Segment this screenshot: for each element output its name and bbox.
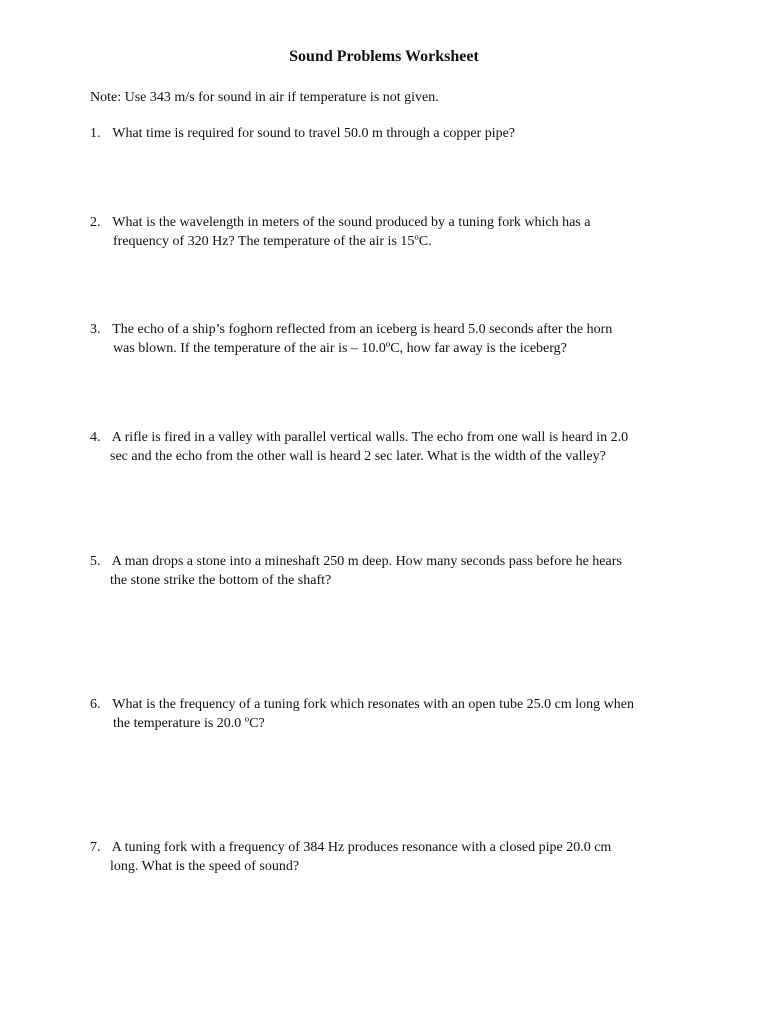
question-text-line2: was blown. If the temperature of the air is – 10.0ºC, how far away is the iceberg? xyxy=(113,341,567,356)
question-text-line1: A man drops a stone into a mineshaft 250 m deep. How many seconds pass before he hears xyxy=(111,554,622,569)
question-7 xyxy=(90,838,690,876)
instruction-note: Note: Use 343 m/s for sound in air if temperature is not given. xyxy=(90,90,439,105)
question-6 xyxy=(90,695,690,733)
question-text-line2: the temperature is 20.0 ºC? xyxy=(113,716,265,731)
question-text-line2: frequency of 320 Hz? The temperature of the air is 15ºC. xyxy=(113,234,432,249)
question-text-line1: What time is required for sound to travel 50.0 m through a copper pipe? xyxy=(112,126,516,141)
question-text-line1: What is the frequency of a tuning fork which resonates with an open tube 25.0 cm long when xyxy=(112,697,634,712)
question-number: 4. xyxy=(90,430,101,445)
question-5 xyxy=(90,552,690,590)
question-number: 2. xyxy=(90,215,101,230)
question-number: 1. xyxy=(90,126,101,141)
question-text-line1: What is the wavelength in meters of the sound produced by a tuning fork which has a xyxy=(112,215,591,230)
question-text-line2: long. What is the speed of sound? xyxy=(110,859,300,874)
question-1 xyxy=(90,124,690,143)
question-text-line1: A tuning fork with a frequency of 384 Hz produces resonance with a closed pipe 20.0 cm xyxy=(111,840,612,855)
question-2 xyxy=(90,213,690,251)
question-text-line1: A rifle is fired in a valley with parallel vertical walls. The echo from one wall is heard in 2.0 xyxy=(111,430,629,445)
question-text-line2: the stone strike the bottom of the shaft? xyxy=(110,573,332,588)
question-number: 3. xyxy=(90,322,101,337)
question-4 xyxy=(90,428,690,466)
question-text-line1: The echo of a ship’s foghorn reflected from an iceberg is heard 5.0 seconds after the horn xyxy=(112,322,613,337)
question-number: 5. xyxy=(90,554,101,569)
question-text-line2: sec and the echo from the other wall is heard 2 sec later. What is the width of the valley? xyxy=(110,449,606,464)
page-title: Sound Problems Worksheet xyxy=(289,48,479,65)
question-3 xyxy=(90,320,690,358)
question-number: 7. xyxy=(90,840,101,855)
question-number: 6. xyxy=(90,697,101,712)
